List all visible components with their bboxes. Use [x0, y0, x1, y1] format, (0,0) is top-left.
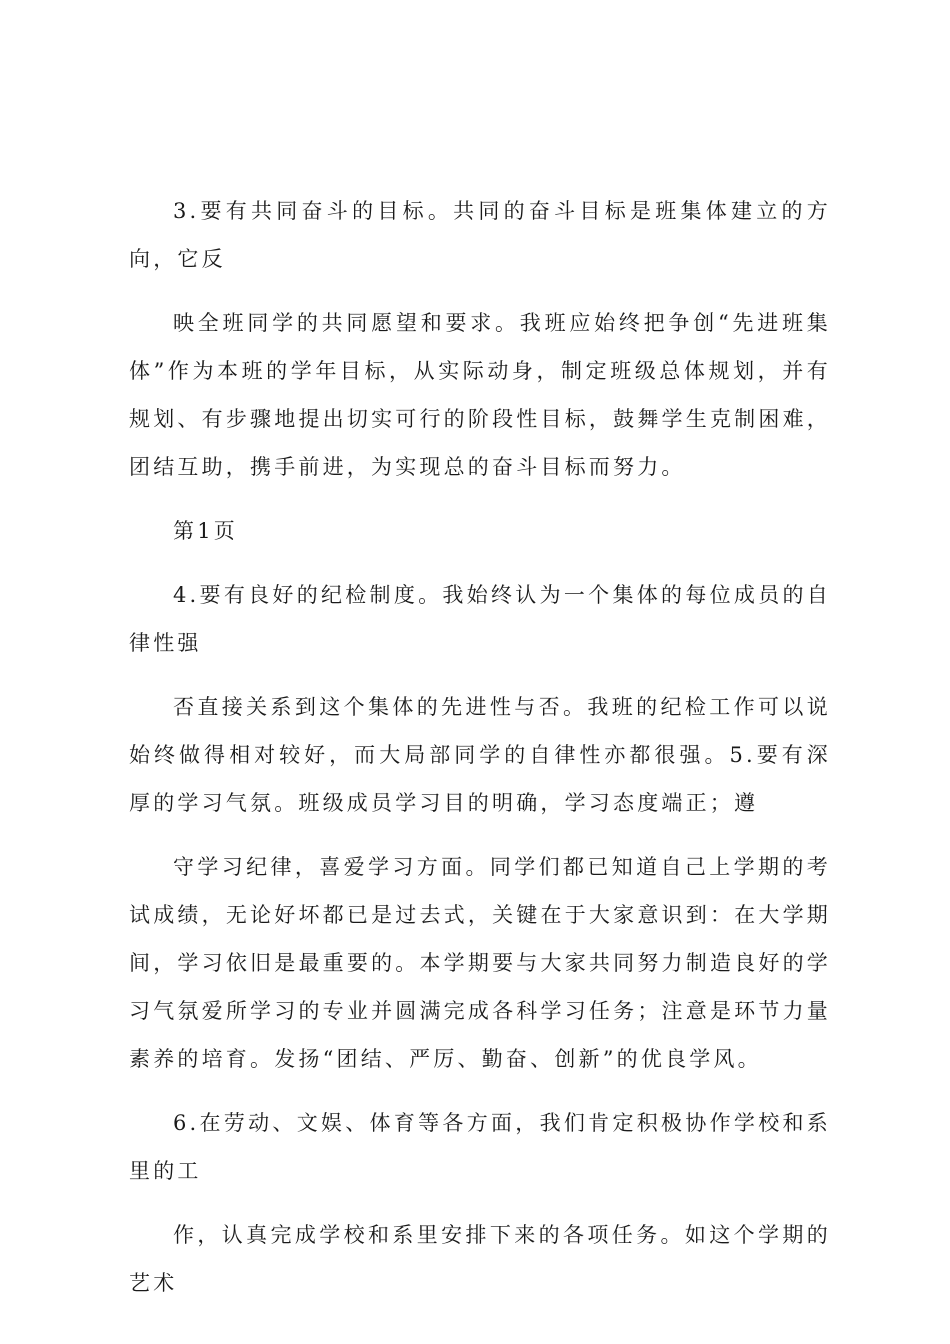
- paragraph-discipline: 4.要有良好的纪检制度。我始终认为一个集体的每位成员的自律性强: [129, 583, 831, 655]
- paragraph-activities-continued: 作，认真完成学校和系里安排下来的各项任务。如这个学期的艺术: [129, 1223, 831, 1295]
- paragraph-study-atmosphere: 守学习纪律，喜爱学习方面。同学们都已知道自己上学期的考试成绩，无论好坏都已是过去式，关键在于大家意识到：在大学期间，学习依旧是最重要的。本学期要与大家共同努力制造良好的学习气氛爱所学习的专业并圆满完成各科学习任务；注意是环节力量素养的培育。发扬“团结、严厉、勤奋、创新”的优良学风。: [129, 855, 831, 1071]
- paragraph-goal-continued: 映全班同学的共同愿望和要求。我班应始终把争创“先进班集体”作为本班的学年目标，从实际动身，制定班级总体规划，并有规划、有步骤地提出切实可行的阶段性目标，鼓舞学生克制困难，团结互助，携手前进，为实现总的奋斗目标而努力。: [129, 311, 831, 479]
- paragraph-discipline-continued: 否直接关系到这个集体的先进性与否。我班的纪检工作可以说始终做得相对较好，而大局部同学的自律性亦都很强。5.要有深厚的学习气氛。班级成员学习目的明确，学习态度端正；遵: [129, 695, 831, 815]
- paragraph-goal: 3.要有共同奋斗的目标。共同的奋斗目标是班集体建立的方向，它反: [129, 199, 831, 271]
- paragraph-activities: 6.在劳动、文娱、体育等各方面，我们肯定积极协作学校和系里的工: [129, 1111, 831, 1183]
- document-body: [129, 187, 831, 1307]
- page-number: 第1页: [173, 519, 238, 543]
